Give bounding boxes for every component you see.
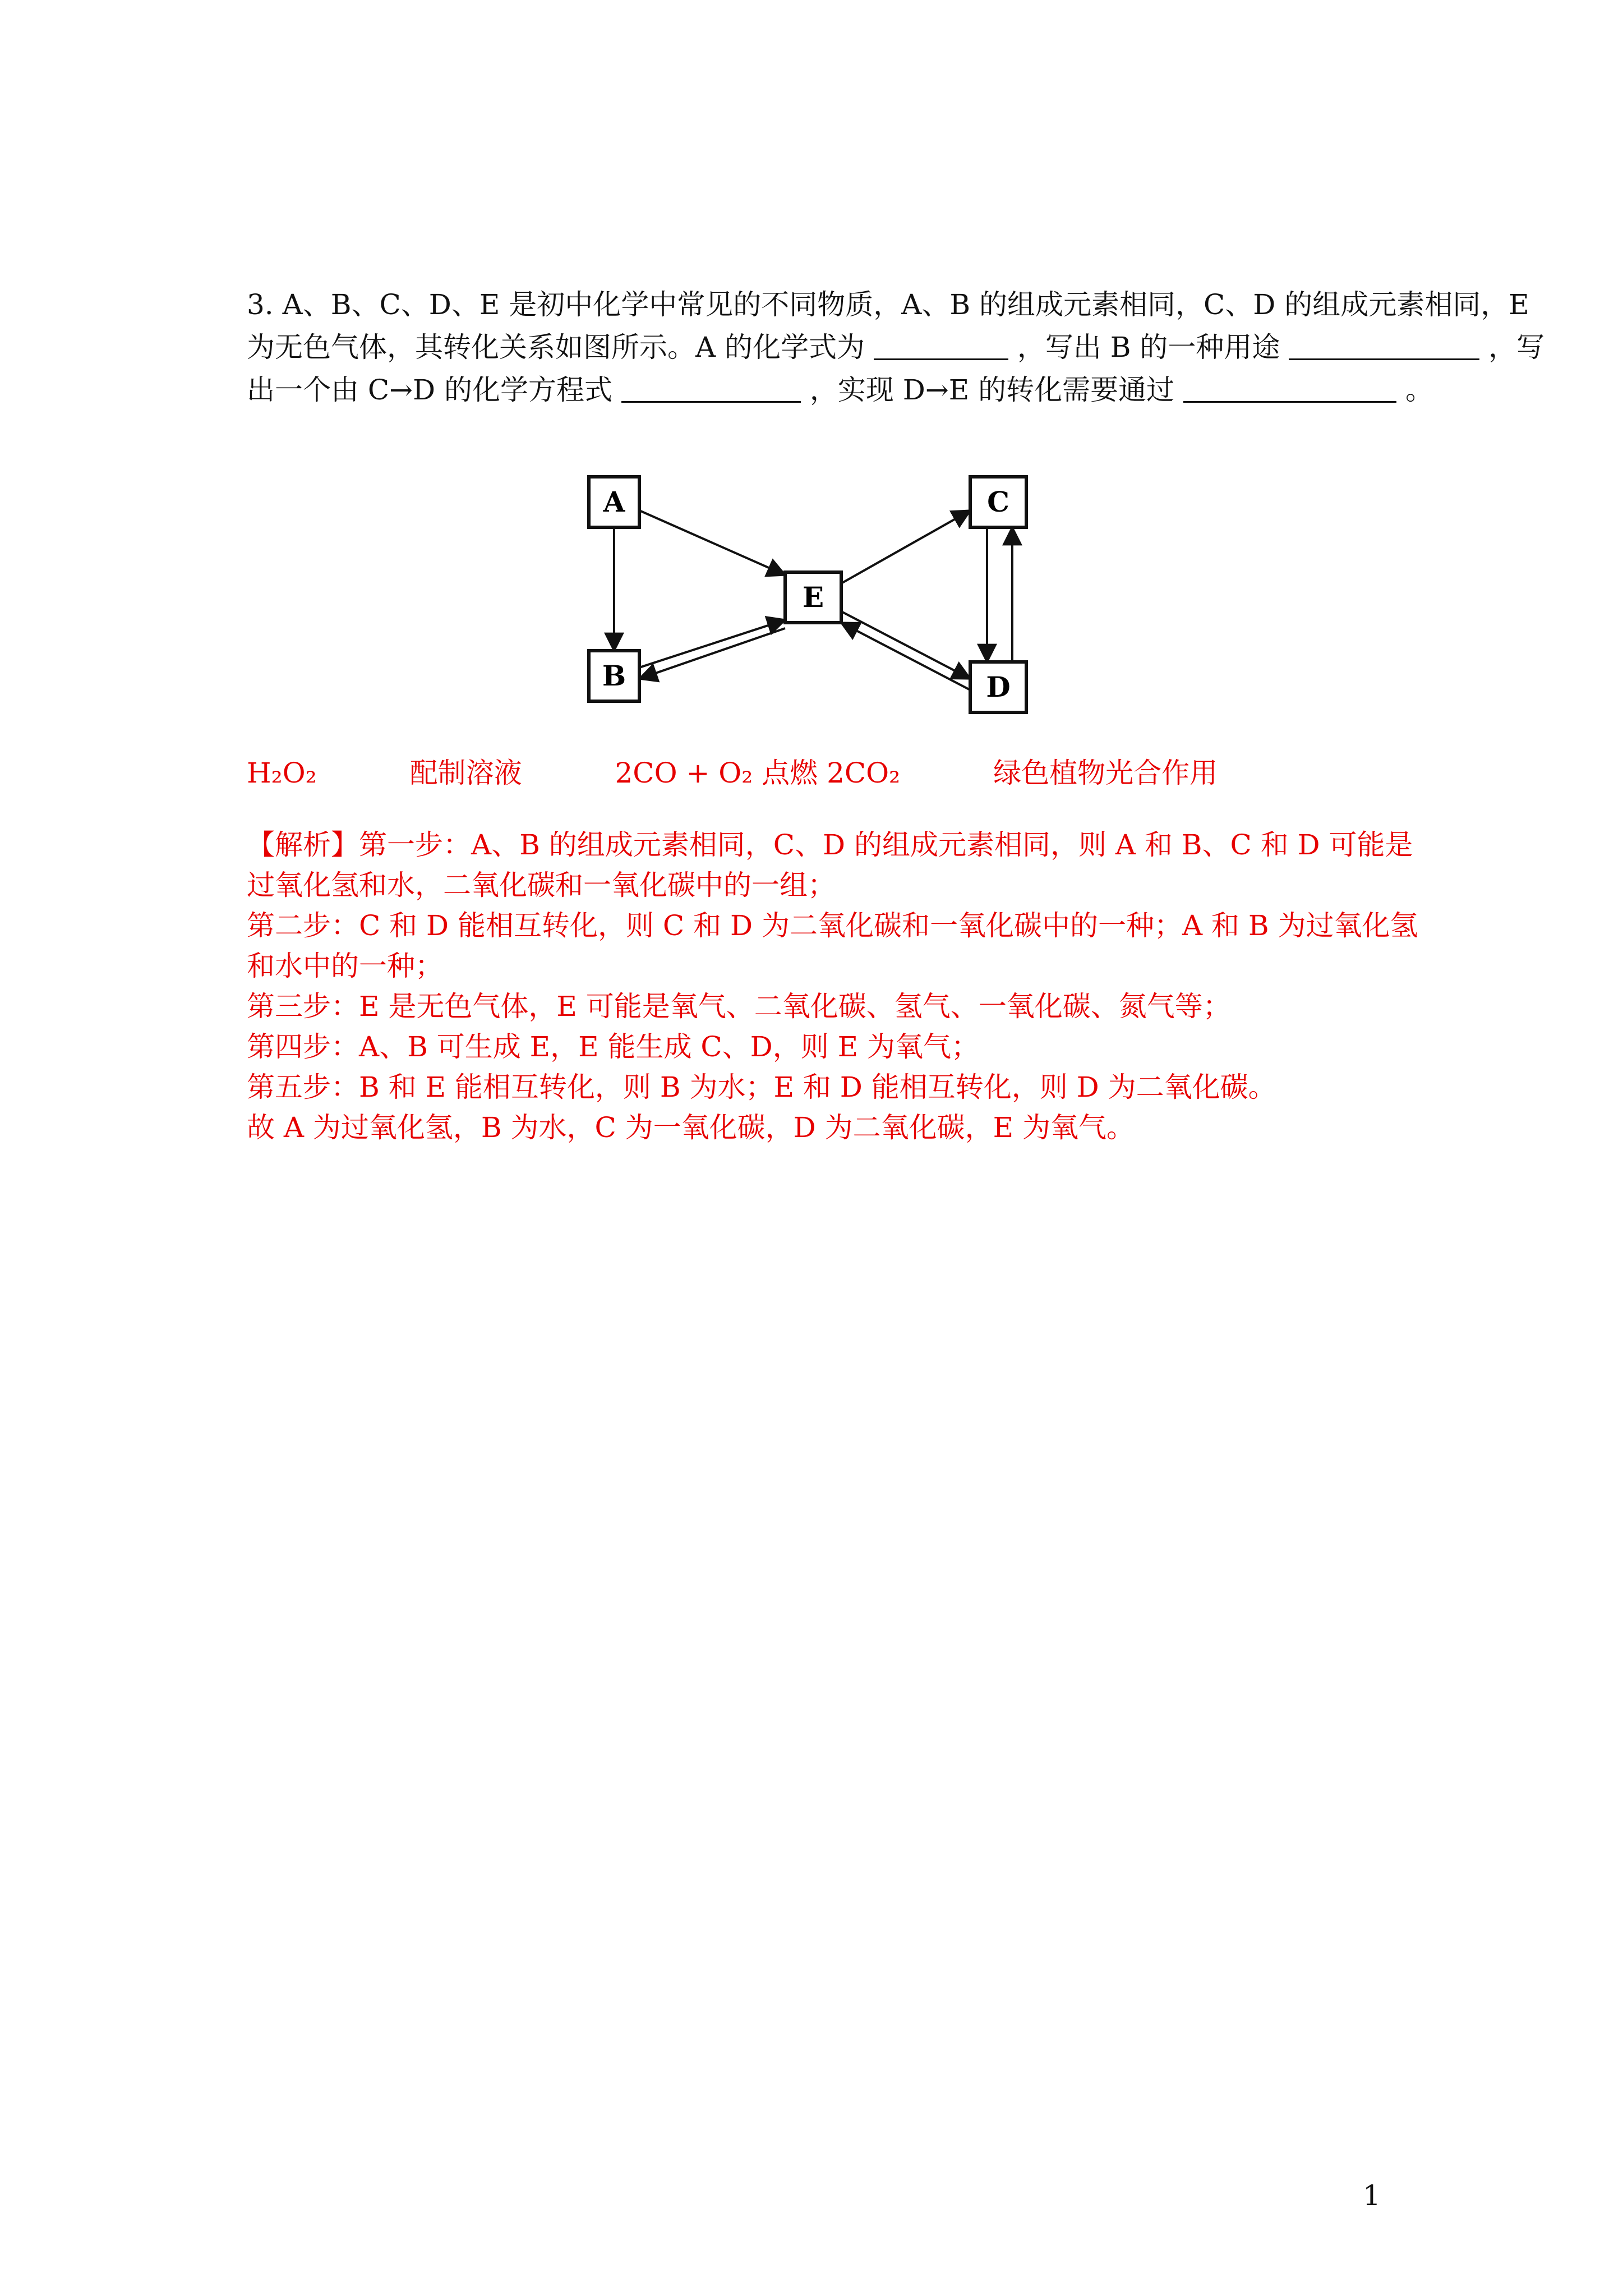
page-number: 1 [1363, 2179, 1381, 2212]
answer-4: 绿色植物光合作用 [993, 757, 1218, 789]
node-c-label: C [987, 485, 1009, 518]
answer-blank-4 [1183, 370, 1396, 403]
answer-1: H₂O₂ [247, 757, 317, 789]
arrow-e-to-d [841, 611, 970, 679]
node-a-label: A [603, 485, 625, 518]
answer-blank-3 [621, 370, 801, 403]
analysis-line-3: 第三步：E 是无色气体，E 可能是氧气、二氧化碳、氢气、一氧化碳、氮气等； [247, 990, 1231, 1023]
node-e-label: E [802, 581, 824, 614]
question-text-2: ，写出 B 的一种用途 [1017, 331, 1280, 364]
analysis-line-2: 第二步：C 和 D 能相互转化，则 C 和 D 为二氧化碳和一氧化碳中的一种；A 和 B 为过氧化氢和水中的一种； [247, 909, 1418, 982]
answer-blank-1 [874, 327, 1008, 360]
transformation-diagram [561, 460, 1066, 740]
answer-3: 2CO + O₂ 点燃 2CO₂ [615, 757, 901, 789]
question-text-4: ，实现 D→E 的转化需要通过 [809, 374, 1175, 406]
question-text-1: A、B、C、D、E 是初中化学中常见的不同物质，A、B 的组成元素相同，C、D 的组成元素相同，E 为无色气体，其转化关系如图所示。A 的化学式为 [247, 288, 1529, 364]
analysis-block [247, 825, 1424, 1148]
node-e [785, 572, 841, 623]
arrow-e-to-c [841, 510, 970, 583]
question-number: 3. [247, 288, 274, 321]
arrow-e-to-b [639, 628, 785, 679]
question-text-5: 。 [1405, 374, 1433, 406]
question-text-3: ，写出一个由 C→D 的化学方程式 [247, 331, 1545, 406]
arrow-d-to-e [841, 623, 970, 690]
answer-2: 配制溶液 [409, 757, 522, 789]
node-b [589, 651, 639, 701]
arrow-b-to-e [639, 620, 785, 668]
analysis-line-5: 第五步：B 和 E 能相互转化，则 B 为水；E 和 D 能相互转化，则 D 为二氧化碳。 [247, 1071, 1276, 1103]
node-b-label: B [602, 659, 626, 692]
analysis-line-6: 故 A 为过氧化氢，B 为水，C 为一氧化碳，D 为二氧化碳，E 为氧气。 [247, 1111, 1135, 1144]
answer-blank-2 [1289, 327, 1479, 360]
node-d [970, 662, 1026, 712]
answer-key [247, 752, 1481, 794]
node-a [589, 477, 639, 527]
node-d-label: D [986, 670, 1011, 703]
analysis-line-4: 第四步：A、B 可生成 E，E 能生成 C、D，则 E 为氧气； [247, 1030, 980, 1063]
question-block [247, 283, 1559, 411]
analysis-line-1: 【解析】第一步：A、B 的组成元素相同，C、D 的组成元素相同，则 A 和 B、C 和 D 可能是过氧化氢和水，二氧化碳和一氧化碳中的一组； [247, 829, 1413, 901]
node-c [970, 477, 1026, 527]
arrow-a-to-e [639, 510, 785, 575]
